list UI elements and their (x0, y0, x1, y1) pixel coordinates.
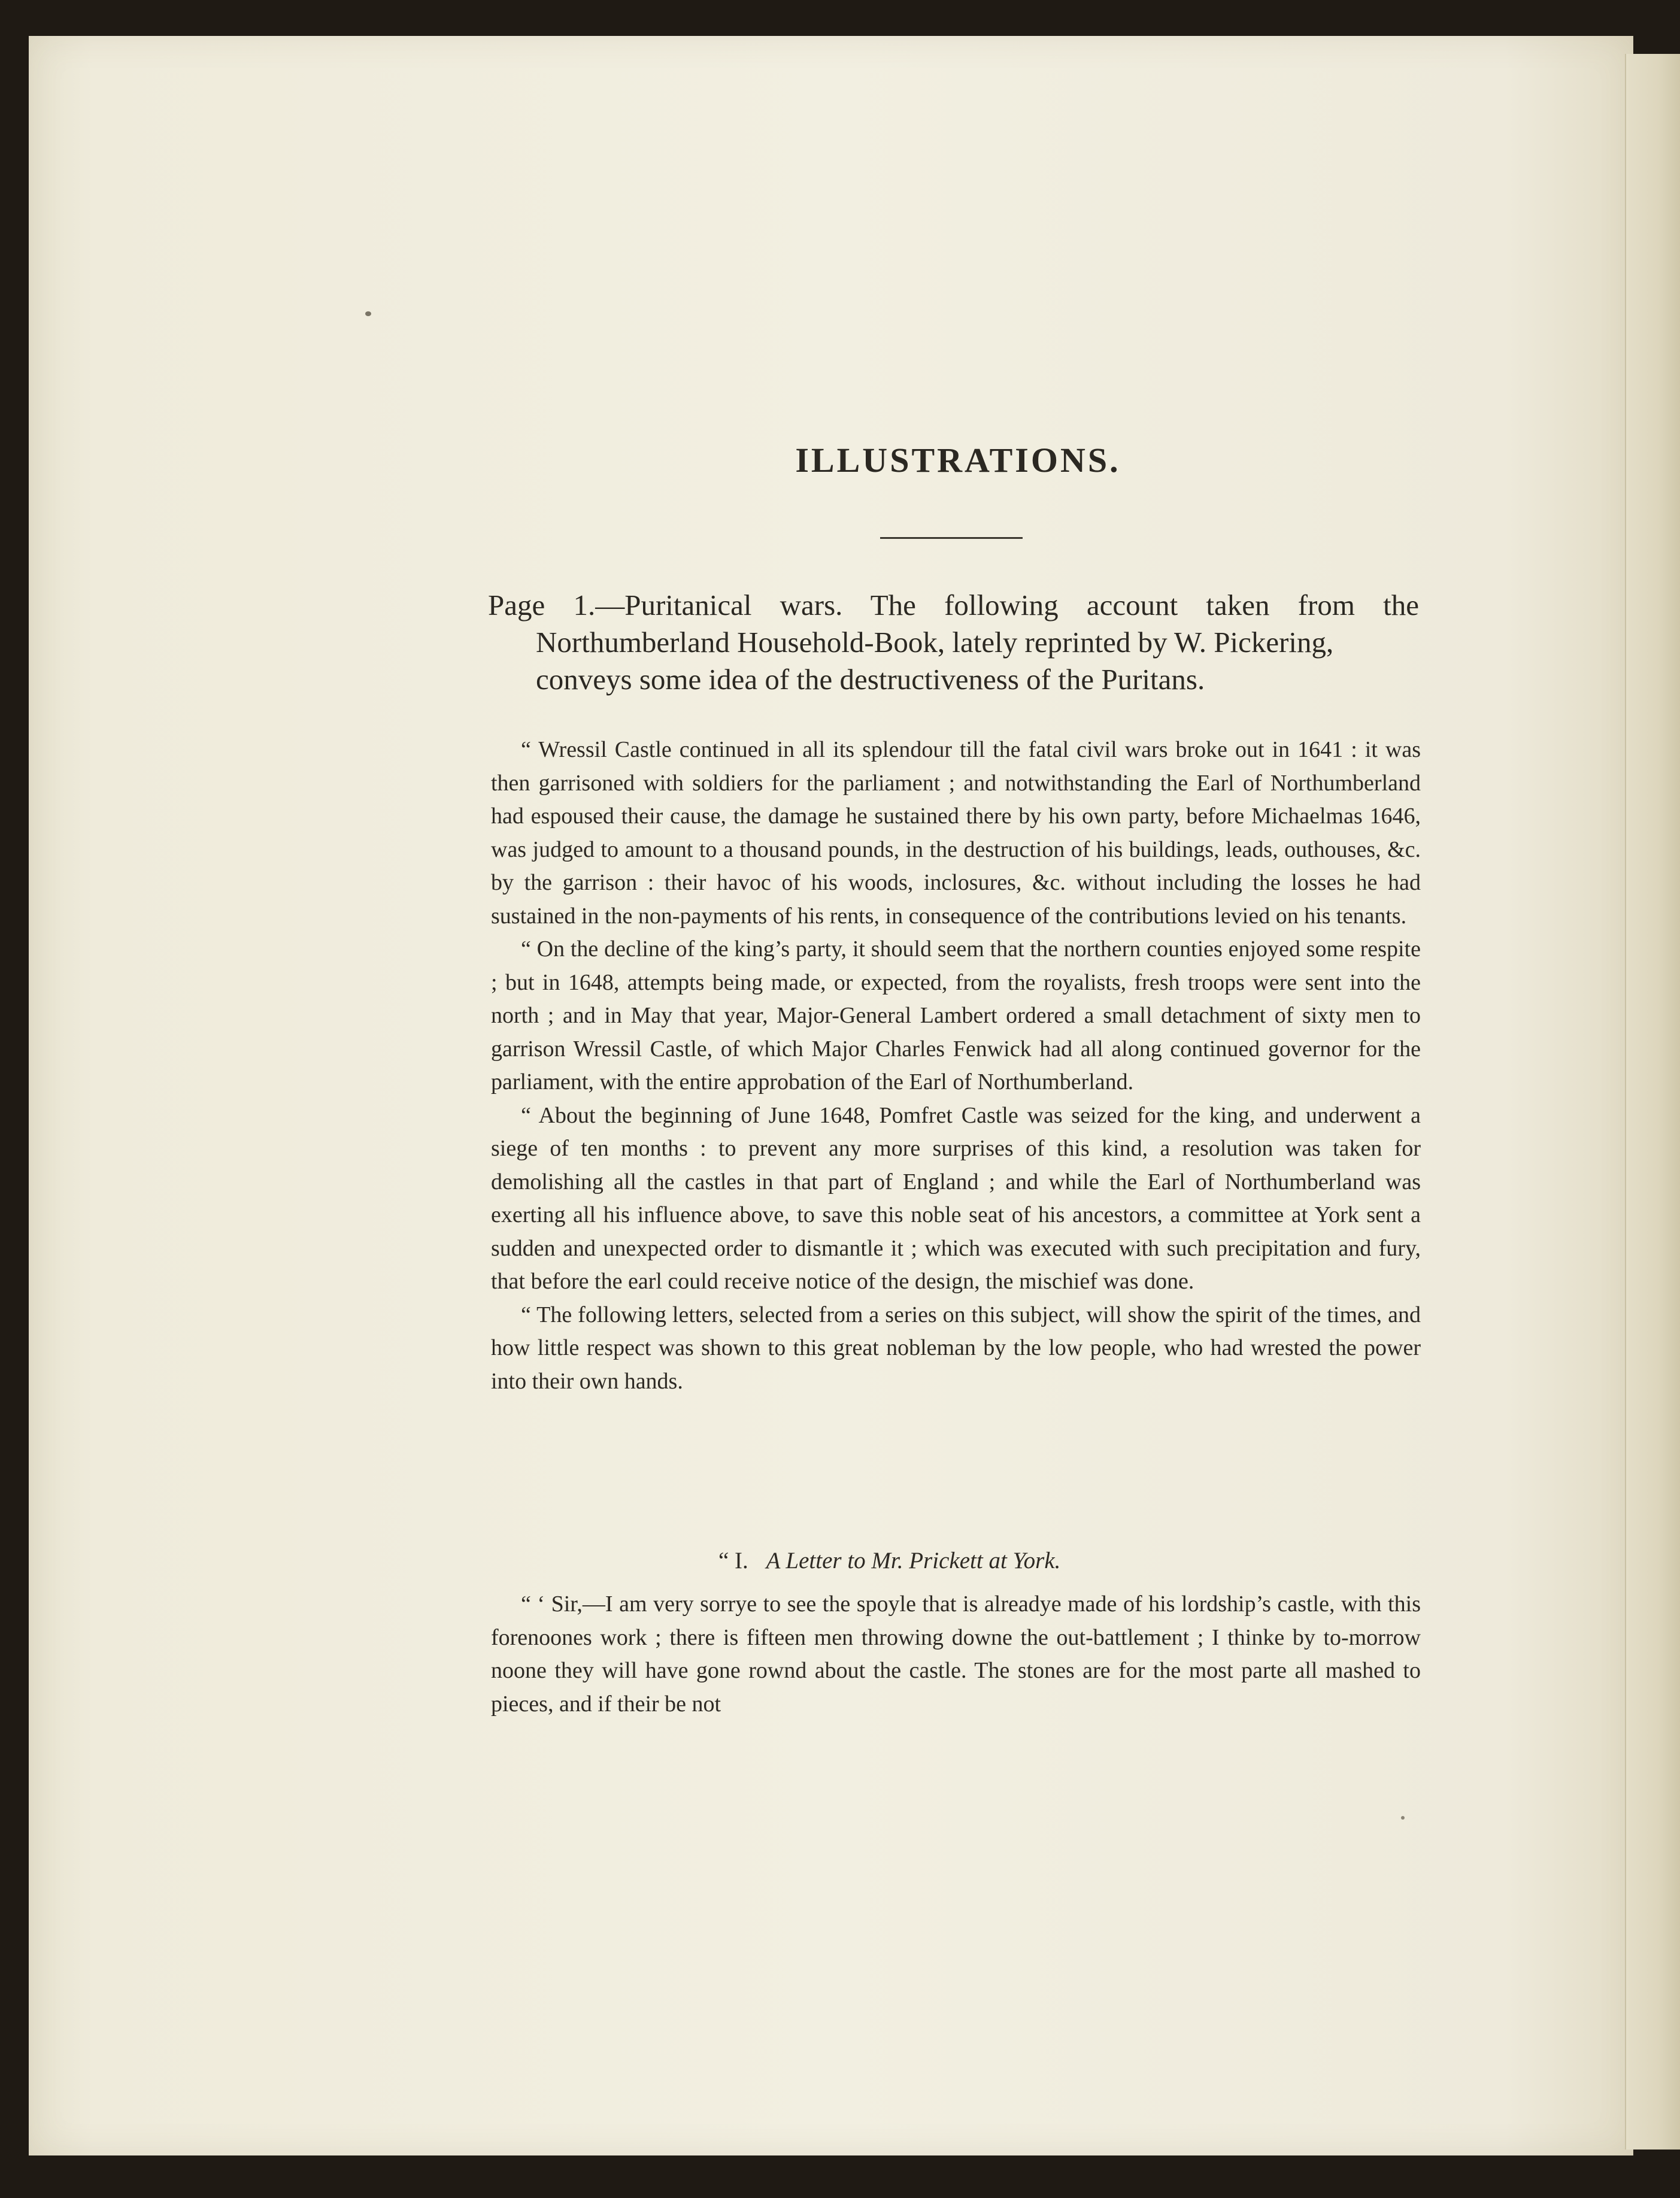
paragraph-kings-party: “ On the decline of the king’s party, it should seem that the northern counties enjoyed some respite ; but in 1648, attempts being made, or expected, from the royalists, fresh troops were sent into the north ; and in May that year, Major-General Lambert ordered a small detachment of sixty men to garrison Wressil Castle, of which Major Charles Fenwick had all along continued governor for the parliament, with the entire approbation of the Earl of Northumberland. (491, 936, 1421, 1095)
lead-line-1: Page 1.—Puritanical wars. The following account taken from the (488, 589, 1419, 621)
paragraph-following-letters: “ The following letters, selected from a series on this subject, will show the spirit of the times, and how little respect was shown to this great nobleman by the low people, who had wrested the power into their own hands. (491, 1302, 1421, 1394)
letter-heading (718, 1547, 1257, 1574)
quoted-account (491, 733, 1421, 1398)
page-title: ILLUSTRATIONS. (795, 441, 1121, 480)
letter-number: “ I. (718, 1548, 748, 1574)
letter-body: “ ‘ Sir,—I am very sorrye to see the spoyle that is alreadye made of his lordship’s castle, with this forenoones work ; there is fifteen men throwing downe the out-battlement ; I thinke by to-morrow noone they will have gone rownd about the castle. The stones are for the most parte all mashed to pieces, and if their be not (491, 1591, 1421, 1717)
next-page-edge (1625, 54, 1680, 2150)
paper-speck (365, 311, 371, 316)
paper-speck (1401, 1816, 1405, 1820)
lead-line-3: conveys some idea of the destructiveness of the Puritans. (536, 663, 1205, 696)
lead-paragraph (488, 587, 1419, 698)
paragraph-wressil-castle: “ Wressil Castle continued in all its splendour till the fatal civil wars broke out in 1641 : it was then garrisoned with soldiers for the parliament ; and notwithstanding the Earl of Northumberland had espoused their cause, the damage he sustained there by his own party, before Michaelmas 1646, was judged to amount to a thousand pounds, in the destruction of his buildings, leads, outhouses, &c. by the garrison : their havoc of his woods, inclosures, &c. without including the losses he had sustained in the non-payments of his rents, in consequence of the contributions levied on his tenants. (491, 737, 1421, 929)
letter-title: A Letter to Mr. Prickett at York. (766, 1548, 1061, 1574)
lead-line-2: Northumberland Household-Book, lately reprinted by W. Pickering, (536, 626, 1334, 659)
paragraph-pomfret-castle: “ About the beginning of June 1648, Pomfret Castle was seized for the king, and underwent a siege of ten months : to prevent any more surprises of this kind, a resolution was taken for demolishing all the castles in that part of England ; and while the Earl of Northumberland was exerting all his influence above, to save this noble seat of his ancestors, a committee at York sent a sudden and unexpected order to dismantle it ; which was executed with such precipitation and fury, that before the earl could receive notice of the design, the mischief was done. (491, 1102, 1421, 1294)
title-divider (880, 537, 1023, 539)
